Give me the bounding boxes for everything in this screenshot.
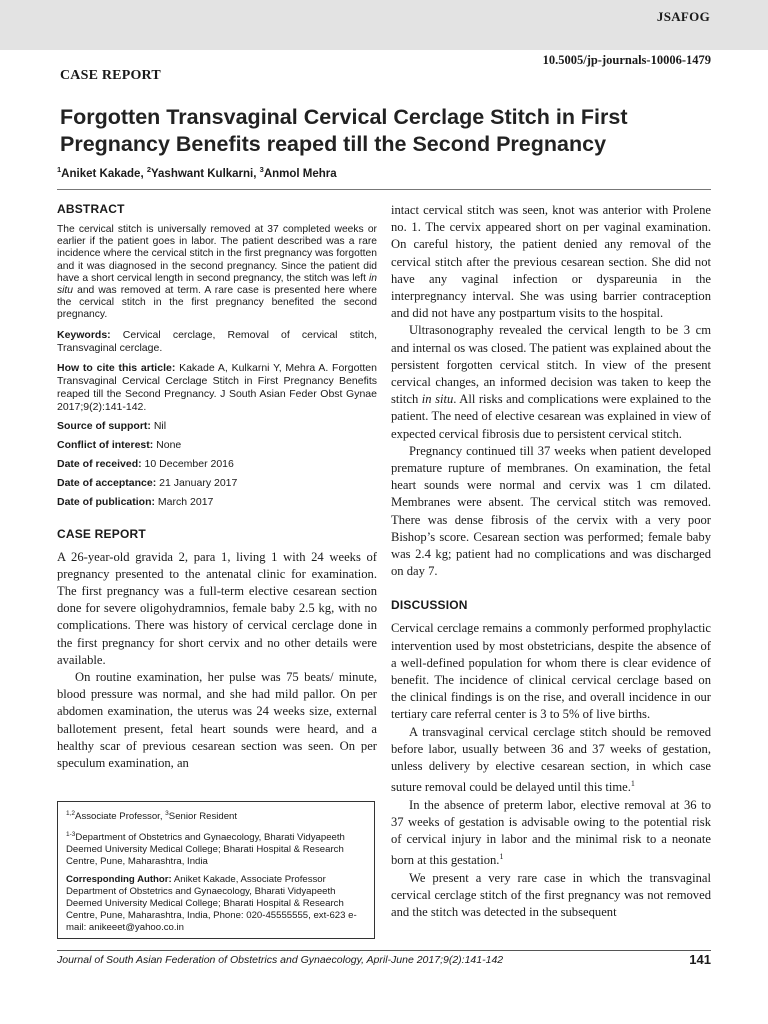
page-number: 141: [689, 952, 711, 967]
date-received: Date of received: 10 December 2016: [57, 457, 234, 470]
author-name: Anmol Mehra: [263, 167, 337, 180]
journal-tag: JSAFOG: [656, 9, 710, 24]
author-sup: 1: [57, 165, 62, 174]
author-name: Aniket Kakade: [61, 167, 141, 180]
affiliation-box: [57, 801, 375, 939]
abstract-heading: ABSTRACT: [57, 202, 125, 216]
case-paragraph-4: Ultrasonography revealed the cervical length to be 3 cm and internal os was closed. The patient was explained about the persistent forgotten cervical stitch. In view of the present cervical changes, an informed decision was taken to keep the stitch in situ. All risks and complications were explained to the patient. The need of elective cesarean was explained in view of expected cervical fibrosis due to persistent cervical stitch.: [391, 323, 712, 441]
corresponding-author: Corresponding Author: Aniket Kakade, Associate Professor Department of Obstetrics and Gynaecology, Bharati Vidyapeeth Deemed University Medical College; Bharati Hospital & Research Centre, Pune, Maharashtra, India, Phone: 020-45555555, ext-623 e-mail: anikeeet@yahoo.co.in: [66, 874, 357, 934]
author-roles: $^{1,2}$Associate Professor, $^3$Senior Resident: [66, 810, 238, 823]
right-column: [391, 202, 711, 921]
case-paragraph-2: On routine examination, her pulse was 75 beats/ minute, blood pressure was normal, and she had mild pallor. On per abdomen examination, the uterus was 24 weeks size, external ballotement present, fetal heart sounds were heard, and a healthy scar of previous cesarean section was seen. On per speculum examination, an: [57, 670, 377, 771]
abstract-text: The cervical stitch is universally removed at 37 completed weeks or earlier if the patient goes in labor. The patient described was a rare incidence where the cervical stitch in the first pregnancy was forgotten and it was diagnosed in the second pregnancy. Since the patient did have a short cervical length in second pregnancy, the stitch was left in situ and was removed at term. A rare case is presented here where the cervical stitch in the first pregnancy benefited the second pregnancy.: [57, 224, 377, 321]
article-type: CASE REPORT: [60, 68, 161, 83]
conflict-of-interest: Conflict of interest: None: [57, 438, 182, 451]
reference-marker[interactable]: 1: [499, 852, 504, 862]
footer-divider: [57, 950, 711, 951]
title-line-1: Forgotten Transvaginal Cervical Cerclage Stitch in First: [60, 105, 628, 129]
case-paragraph-1: A 26-year-old gravida 2, para 1, living 1 with 24 weeks of pregnancy presented to the antenatal clinic for examination. The first pregnancy was a full-term elective cesarean section done for severe oligohydramnios, female baby 2.5 kg, with no complications. There was history of cervical cerclage done in the first pregnancy for short cervix and no other details were available.: [57, 549, 377, 667]
discussion-paragraph-4: We present a very rare case in which the transvaginal cervical cerclage stitch of the first pregnancy was not removed and the stitch was detected in the subsequent: [391, 870, 711, 920]
source-of-support: Source of support: Nil: [57, 419, 167, 432]
discussion-heading: DISCUSSION: [391, 598, 468, 613]
doi[interactable]: 10.5005/jp-journals-10006-1479: [542, 53, 711, 67]
left-column: [57, 202, 377, 772]
department: $^{1-3}$Department of Obstetrics and Gynaecology, Bharati Vidyapeeth Deemed University Medical College; Bharati Hospital & Research Centre, Pune, Maharashtra, India: [66, 831, 345, 868]
keywords: Keywords: Cervical cerclage, Removal of cervical stitch, Transvaginal cerclage.: [57, 328, 378, 354]
case-paragraph-3: intact cervical stitch was seen, knot was anterior with Prolene no. 1. The cervix appeared short on per vaginal examination. On careful history, the patient denied any removal of the cervical stitch after the previous cesarean section. She did not have any vaginal infection or dyspareunia in the interpregnancy interval. She was using barrier contraception and did not have any postpartum visits to the hospital.: [391, 203, 711, 321]
article-title: [60, 104, 720, 158]
author-sup: 2: [146, 165, 151, 174]
author-sup: 3: [259, 165, 264, 174]
date-accepted: Date of acceptance: 21 January 2017: [57, 476, 238, 489]
discussion-paragraph-3: In the absence of preterm labor, elective removal at 36 to 37 weeks of gestation is advisable owing to the potential risk of cervical injury in labor and the minimal risk to a neonate born at this gestation.$^1$: [391, 797, 711, 868]
case-paragraph-5: Pregnancy continued till 37 weeks when patient developed premature rupture of membranes. On examination, the fetal heart sounds were normal and cervix was 1 cm dilated. Membranes were absent. The cervical stitch was removed. There was dense fibrosis of the cervix with a very poor Bishop’s score. Cesarean section was performed; female baby was 2.4 kg; patient had no complications and was discharged on day 7.: [391, 443, 711, 579]
reference-marker[interactable]: 1: [630, 779, 635, 789]
title-line-2: Pregnancy Benefits reaped till the Second Pregnancy: [60, 132, 607, 156]
date-published: Date of publication: March 2017: [57, 495, 214, 508]
case-report-heading: CASE REPORT: [57, 526, 146, 541]
author-name: Yashwant Kulkarni: [151, 167, 254, 180]
footer-journal-citation: Journal of South Asian Federation of Obstetrics and Gynaecology, April-June 2017;9(2):141-142: [57, 954, 504, 966]
discussion-paragraph-2: A transvaginal cervical cerclage stitch should be removed before labor, usually between 36 and 37 weeks of gestation, unless delivery by elective cesarean section, in which case suture removal could be delayed until this time.$^1$: [391, 724, 711, 795]
discussion-paragraph-1: Cervical cerclage remains a commonly performed prophylactic intervention used by most obstetricians, despite the absence of a well-defined population for whom there is clear evidence of benefit. The incidence of clinical cervical cerclage based on the clinical findings is on the rise, and overall incidence in our tertiary care referral center is 3 to 5% of live births.: [391, 621, 711, 722]
citation: How to cite this article: Kakade A, Kulkarni Y, Mehra A. Forgotten Transvaginal Cervical Cerclage Stitch in First Pregnancy Benefits reaped till the Second Pregnancy. J South Asian Feder Obst Gynae 2017;9(2):141-142.: [57, 361, 377, 413]
author-list: $^1$Aniket Kakade, $^2$Yashwant Kulkarni, $^3$Anmol Mehra: [57, 165, 711, 190]
journal-header-band: [0, 0, 768, 50]
